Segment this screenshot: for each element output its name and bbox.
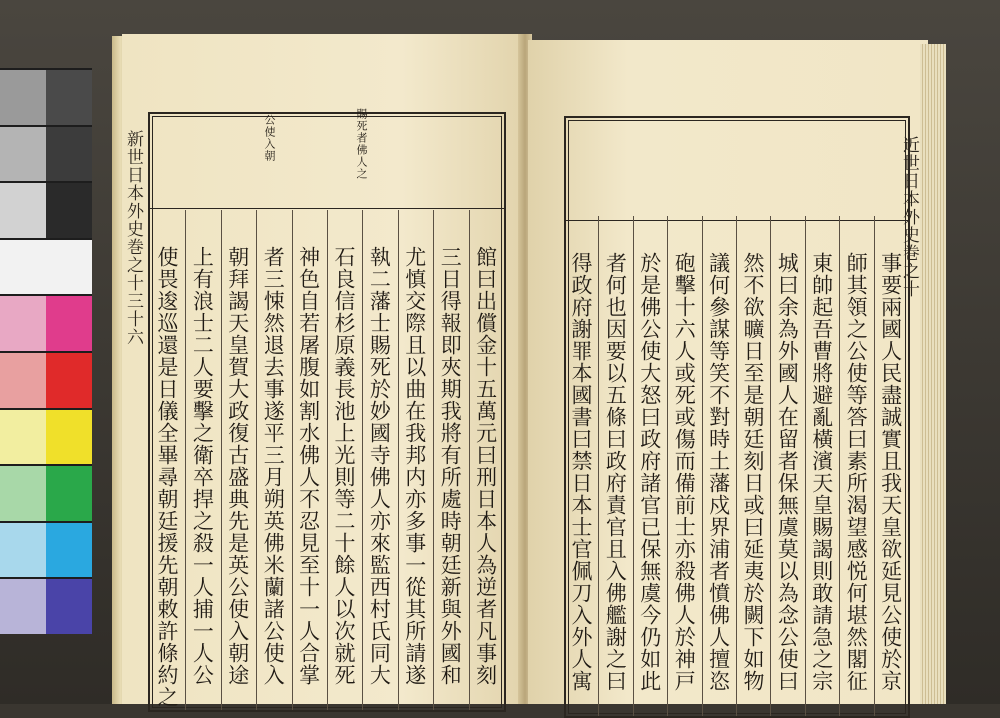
color-patch xyxy=(46,410,92,465)
text-column: 尤慎交際且以曲在我邦内亦多事一從其所請遂 xyxy=(402,246,427,686)
column-rule xyxy=(433,210,434,710)
column-rule xyxy=(398,210,399,710)
color-calibration-card xyxy=(0,68,92,634)
color-patch xyxy=(46,70,92,125)
text-column: 使畏逡巡還是日儀全畢尋朝廷援先朝敕許條約之 xyxy=(155,246,179,708)
column-rule xyxy=(292,210,293,710)
color-patch xyxy=(0,240,46,295)
headnote-2: 公使入朝 xyxy=(263,114,276,162)
text-column: 者三悚然退去事遂平三月朔英佛米蘭諸公使入 xyxy=(261,246,286,686)
color-patch xyxy=(0,523,46,578)
color-patch xyxy=(46,579,92,634)
column-rule xyxy=(598,216,599,716)
text-column: 師其領之公使等答曰素所渴望感悦何堪然閣征 xyxy=(844,252,869,692)
column-rule xyxy=(805,216,806,716)
left-headnote-rule xyxy=(150,208,504,209)
text-column: 三日得報即夾期我將有所處時朝廷新與外國和 xyxy=(438,246,463,686)
column-rule xyxy=(185,210,186,710)
color-patch xyxy=(0,353,46,408)
column-rule xyxy=(667,216,668,716)
color-patch xyxy=(46,240,92,295)
color-patch xyxy=(46,523,92,578)
book-right-edge xyxy=(920,44,946,704)
color-patch xyxy=(46,466,92,521)
headnote-1: 賜死者佛人之 xyxy=(355,108,368,180)
column-rule xyxy=(256,210,257,710)
left-page-margin-title: 新世日本外史巻之十三十六 xyxy=(123,130,143,346)
column-rule xyxy=(362,210,363,710)
column-rule xyxy=(221,210,222,710)
right-page-margin-title: 近世日本外史巻之十 xyxy=(899,136,919,298)
color-patch xyxy=(0,70,46,125)
column-rule xyxy=(633,216,634,716)
text-column: 議何參謀等笑不對時土藩戍界浦者憤佛人擅恣 xyxy=(706,252,731,692)
column-rule xyxy=(469,210,470,710)
color-patch xyxy=(0,410,46,465)
column-rule xyxy=(702,216,703,716)
color-patch xyxy=(0,466,46,521)
text-column: 得政府謝罪本國書曰禁日本士官佩刀入外人寓 xyxy=(569,252,593,692)
text-column: 於是佛公使大怒曰政府諸官已保無虞今仍如此 xyxy=(637,252,662,692)
column-rule xyxy=(839,216,840,716)
text-column: 砲擊十六人或死或傷而備前士亦殺佛人於神戸 xyxy=(672,252,697,692)
right-page xyxy=(528,40,928,704)
color-patch xyxy=(46,296,92,351)
color-patch xyxy=(46,183,92,238)
text-column: 然不欲曠日至是朝廷刻日或曰延夷於闕下如物 xyxy=(741,252,765,692)
color-patch xyxy=(46,127,92,182)
text-column: 執二藩士賜死於妙國寺佛人亦來監西村氏同大 xyxy=(367,246,392,686)
text-column: 神色自若屠腹如割水佛人不忍見至十一人合掌 xyxy=(296,246,321,686)
color-patch xyxy=(0,579,46,634)
column-rule xyxy=(736,216,737,716)
color-patch xyxy=(46,353,92,408)
color-patch xyxy=(0,127,46,182)
text-column: 城曰余為外國人在留者保無虞莫以為念公使曰 xyxy=(775,252,800,692)
right-headnote-rule xyxy=(566,220,908,221)
column-rule xyxy=(327,210,328,710)
text-column: 上有浪士二人要擊之衛卒捍之殺一人捕一人公 xyxy=(190,246,215,686)
text-column: 事要兩國人民盡誠實且我天皇欲延見公使於京 xyxy=(878,252,903,692)
text-column: 石良信杉原義長池上光則等二十餘人以次就死 xyxy=(332,246,356,686)
text-column: 東帥起吾曹將避亂橫濱天皇賜謁則敢請急之宗 xyxy=(809,252,834,692)
text-column: 朝拜謁天皇賀大政復古盛典先是英公使入朝途 xyxy=(225,246,250,686)
color-patch xyxy=(0,296,46,351)
color-patch xyxy=(0,183,46,238)
left-page xyxy=(122,34,522,708)
text-column: 者何也因要以五條曰政府責官且入佛艦謝之曰 xyxy=(603,252,628,692)
text-column: 館曰出償金十五萬元曰刑日本人為逆者凡事刻 xyxy=(473,246,498,686)
column-rule xyxy=(770,216,771,716)
column-rule xyxy=(874,216,875,716)
